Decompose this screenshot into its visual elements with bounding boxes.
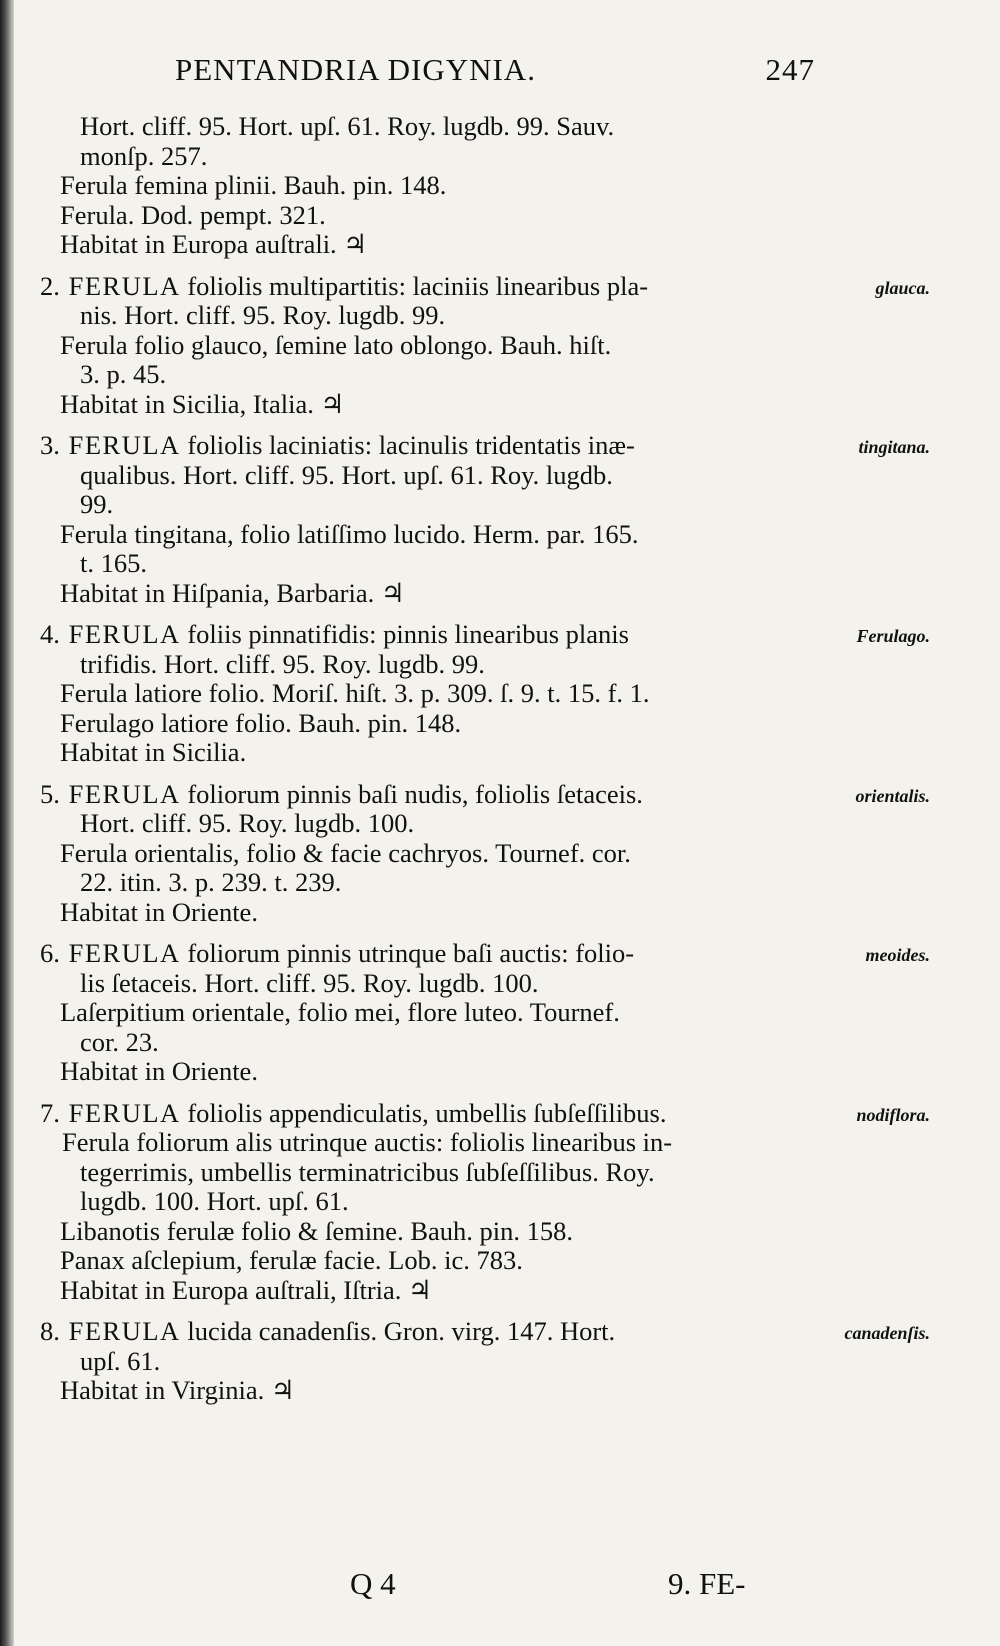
diagnosis-text: lucida canadenſis. Gron. virg. 147. Hort. [187, 1316, 616, 1346]
page-number: 247 [765, 52, 815, 87]
text-line: lugdb. 100. Hort. upſ. 61. [80, 1186, 349, 1216]
text-line: Ferulago latiore folio. Bauh. pin. 148. [60, 707, 462, 738]
entry-number: 3. [40, 430, 60, 460]
entry-3 [40, 431, 940, 608]
text-line: cor. 23. [80, 1026, 159, 1057]
text-line: Ferula femina plinii. Bauh. pin. 148. [60, 170, 447, 200]
running-header [175, 52, 815, 92]
entry-4 [40, 620, 940, 768]
diagnosis-text: foliorum pinnis baſi nudis, foliolis ſetaceis. [187, 778, 643, 809]
text-line: Laſerpitium orientale, folio mei, flore luteo. Tournef. [60, 997, 620, 1027]
margin-species-name: tingitana. [858, 437, 930, 457]
margin-species-name: glauca. [875, 277, 930, 298]
diagnosis-text: foliolis appendiculatis, umbellis ſubſeſſilibus. [187, 1097, 667, 1128]
text-line: Habitat in Europa auſtrali, Iſtria. ♃ [60, 1274, 432, 1305]
text-line: Hort. cliff. 95. Hort. upſ. 61. Roy. lugdb. 99. Sauv. [80, 111, 615, 141]
text-line: Habitat in Europa auſtrali. ♃ [60, 229, 368, 259]
text-line: 99. [80, 489, 114, 519]
margin-species-name: orientalis. [855, 785, 930, 806]
entry-heading [40, 272, 940, 302]
text-line: Ferula. Dod. pempt. 321. [60, 199, 326, 230]
text-line: t. 165. [80, 548, 147, 578]
margin-species-name: Ferulago. [856, 626, 930, 646]
entry-heading [40, 939, 940, 969]
genus-name: FERULA [68, 1316, 181, 1346]
catchword: 9. FE- [668, 1566, 746, 1601]
entry-number: 5. [40, 778, 60, 809]
text-line: Ferula tingitana, folio latiſſimo lucido. Herm. par. 165. [60, 518, 639, 549]
diagnosis-text: foliolis multipartitis: laciniis linearibus pla- [187, 270, 649, 301]
entry-continuation [40, 112, 940, 260]
text-body [40, 112, 940, 1418]
margin-species-name: canadenſis. [844, 1323, 930, 1343]
genus-name: FERULA [68, 430, 181, 460]
text-line: trifidis. Hort. cliff. 95. Roy. lugdb. 99. [80, 648, 485, 679]
entry-number: 8. [40, 1316, 60, 1346]
text-line: tegerrimis, umbellis terminatricibus ſubſeſſilibus. Roy. [80, 1156, 655, 1187]
text-line: nis. Hort. cliff. 95. Roy. lugdb. 99. [80, 300, 446, 330]
text-line: Habitat in Hiſpania, Barbaria. ♃ [60, 577, 405, 608]
text-line: Habitat in Sicilia. [60, 737, 247, 767]
text-line: Ferula latiore folio. Moriſ. hiſt. 3. p. 309. ſ. 9. t. 15. f. 1. [60, 678, 650, 708]
entry-6 [40, 939, 940, 1087]
text-line: qualibus. Hort. cliff. 95. Hort. upſ. 61. Roy. lugdb. [80, 459, 613, 490]
text-line: Habitat in Oriente. [60, 896, 258, 927]
running-title: PENTANDRIA DIGYNIA. [175, 52, 536, 87]
entry-heading [40, 431, 940, 461]
text-line: Ferula foliorum alis utrinque auctis: foliolis linearibus in- [62, 1127, 673, 1157]
diagnosis-text: foliolis laciniatis: lacinulis tridentatis inæ- [187, 430, 635, 460]
signature-mark: Q 4 [350, 1566, 396, 1601]
genus-name: FERULA [68, 1097, 181, 1128]
text-line: upſ. 61. [80, 1345, 161, 1376]
genus-name: FERULA [68, 938, 181, 968]
diagnosis-text: foliorum pinnis utrinque baſi auctis: folio- [187, 938, 635, 968]
margin-species-name: nodiflora. [856, 1104, 930, 1125]
entry-2 [40, 272, 940, 420]
text-line: Habitat in Sicilia, Italia. ♃ [60, 388, 345, 419]
text-line: monſp. 257. [80, 140, 208, 171]
entry-5 [40, 780, 940, 928]
text-line: 22. itin. 3. p. 239. t. 239. [80, 867, 342, 897]
genus-name: FERULA [68, 778, 181, 809]
entry-8 [40, 1317, 940, 1406]
entry-heading [40, 1317, 940, 1347]
diagnosis-text: foliis pinnatifidis: pinnis linearibus planis [187, 619, 629, 649]
text-line: Habitat in Virginia. ♃ [60, 1375, 295, 1405]
entry-heading [40, 620, 940, 650]
entry-7 [40, 1099, 940, 1306]
margin-species-name: meoides. [865, 945, 930, 965]
entry-heading [40, 780, 940, 810]
page-footer [0, 1566, 1000, 1606]
text-line: Habitat in Oriente. [60, 1056, 258, 1086]
entry-number: 6. [40, 938, 60, 968]
text-line: 3. p. 45. [80, 359, 167, 389]
entry-number: 4. [40, 619, 60, 649]
entry-number: 7. [40, 1097, 60, 1128]
text-line: lis ſetaceis. Hort. cliff. 95. Roy. lugdb. 100. [80, 967, 539, 998]
entry-heading [40, 1099, 940, 1129]
text-line: Panax aſclepium, ferulæ facie. Lob. ic. 783. [60, 1245, 523, 1275]
text-line: Ferula folio glauco, ſemine lato oblongo. Bauh. hiſt. [60, 329, 612, 360]
genus-name: FERULA [68, 270, 181, 301]
entry-number: 2. [40, 270, 60, 301]
binding-edge-shadow [0, 0, 14, 1646]
text-line: Libanotis ferulæ folio & ſemine. Bauh. pin. 158. [60, 1215, 573, 1246]
genus-name: FERULA [68, 619, 181, 649]
text-line: Hort. cliff. 95. Roy. lugdb. 100. [80, 808, 415, 838]
text-line: Ferula orientalis, folio & facie cachryos. Tournef. cor. [60, 837, 631, 868]
